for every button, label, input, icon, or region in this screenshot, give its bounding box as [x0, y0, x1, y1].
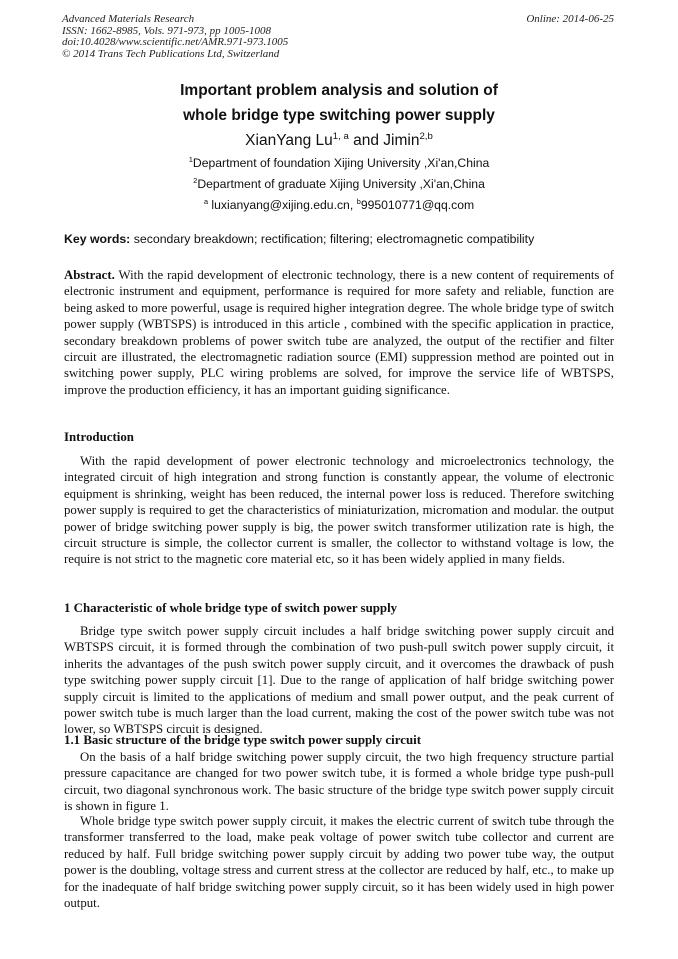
author-1: XianYang Lu [245, 132, 333, 149]
section-1-1-paragraph-1: On the basis of a half bridge switching power supply circuit, the two high frequency structure partial pressure capacitance are changed for two power switch tube, it is formed a whole bridge type push-pull circuit, two diagonal synchronous work. The basic structure of the bridge type switch power supply circuit is shown in figure 1. [64, 750, 614, 814]
keywords [64, 232, 534, 246]
paper-title [0, 80, 678, 127]
issn-line: ISSN: 1662-8985, Vols. 971-973, pp 1005-1008 [62, 24, 271, 37]
email-b[interactable]: 995010771@qq.com [360, 198, 475, 212]
keywords-label: Key words: [64, 232, 131, 246]
affiliation-2 [0, 177, 678, 192]
section-1-paragraph: Bridge type switch power supply circuit includes a half bridge switching power supply circuit and WBTSPS circuit, it is formed through the combination of two push-pull switch power supply circuit, it inherits the advantages of the push switch power supply circuit, and it overcomes the drawback of push type switching power supply circuit [1]. Due to the range of application of half bridge switching power supply circuit is limited to the applications of medium and small power output, and the peak current of power switch tube is much larger than the load current, making the cost of the power switch tube was not lower, so WBTSPS circuit is designed. [64, 624, 614, 737]
author-2: Jimin [383, 132, 420, 149]
affiliation-2-sup: 2 [193, 175, 198, 185]
affiliation-1-sup: 1 [188, 154, 193, 164]
affiliation-2-text: Department of graduate Xijing University ,Xi'an,China [197, 177, 485, 191]
affiliation-1-text: Department of foundation Xijing University ,Xi'an,China [192, 156, 490, 170]
doi-link[interactable]: doi:10.4028/www.scientific.net/AMR.971-973.1005 [62, 36, 289, 48]
section-1-1-heading: 1.1 Basic structure of the bridge type switch power supply circuit [64, 733, 421, 747]
author-and: and [348, 132, 384, 149]
email-b-sup: b [356, 196, 361, 206]
section-1-heading: 1 Characteristic of whole bridge type of switch power supply [64, 601, 398, 615]
introduction-paragraph: With the rapid development of power electronic technology and microelectronics technology, the integrated circuit of high integration and strong function is constantly appear, the volume of electronic equipment is shrinking, weight has been reduced, the internal power loss is reduced. Therefore switching power supply is required to get the characteristics of miniaturization, micromation and modular. the output power of bridge switching power supply is big, the power switch transformer utilization rate is high, the circuit structure is simple, the collector current is smaller, the collector to withstand voltage is low, the require is not strict to the magnetic core material etc, so it has been widely applied in many fields. [64, 454, 614, 567]
abstract-label: Abstract. [64, 268, 115, 282]
abstract-paragraph [64, 267, 614, 398]
journal-name: Advanced Materials Research [62, 13, 195, 25]
title-line-1: Important problem analysis and solution of [180, 82, 498, 99]
introduction-heading: Introduction [64, 430, 134, 444]
email-a[interactable]: luxianyang@xijing.edu.cn, [208, 198, 357, 212]
title-line-2: whole bridge type switching power supply [183, 107, 495, 124]
author-1-sup: 1, a [332, 130, 349, 142]
section-1-1-paragraph-2: Whole bridge type switch power supply circuit, it makes the electric current of switch tube through the transformer transferred to the load, make peak voltage of power switch tube collector and current are reduced by half. Full bridge switching power supply circuit by adding two power tube way, the output power is the doubling, voltage stress and current stress at the collector are reduced by half, etc., to make up for the inadequate of half bridge switching power supply circuit, so it has been widely used in high power output. [64, 814, 614, 911]
email-a-sup: a [203, 196, 209, 206]
affiliation-1 [0, 156, 678, 171]
keywords-text: secondary breakdown; rectification; filtering; electromagnetic compatibility [130, 232, 535, 246]
author-2-sup: 2,b [419, 130, 433, 142]
journal-header [62, 14, 288, 60]
abstract-text: With the rapid development of electronic technology, there is a new content of requirements of electronic instrument and equipment, performance is required for more safety and reliable, function are being asked to more powerful, usage is required higher integration degree. The whole bridge type of switch power supply (WBTSPS) is introduced in this article , combined with the specific application in practice, secondary breakdown problems of power switch tube are analyzed, the output of the rectifier and filter circuit are illustrated, the electromagnetic radiation source (EMI) suppression method are pointed out in switching power supply, PLC wiring problems are solved, for improve the service life of WBTSPS, improve the production efficiency, it has an important guiding significance. [64, 268, 614, 397]
author-line [0, 131, 678, 151]
email-line [0, 198, 678, 213]
copyright-line: © 2014 Trans Tech Publications Ltd, Switzerland [62, 47, 280, 60]
online-date: Online: 2014-06-25 [526, 13, 614, 25]
